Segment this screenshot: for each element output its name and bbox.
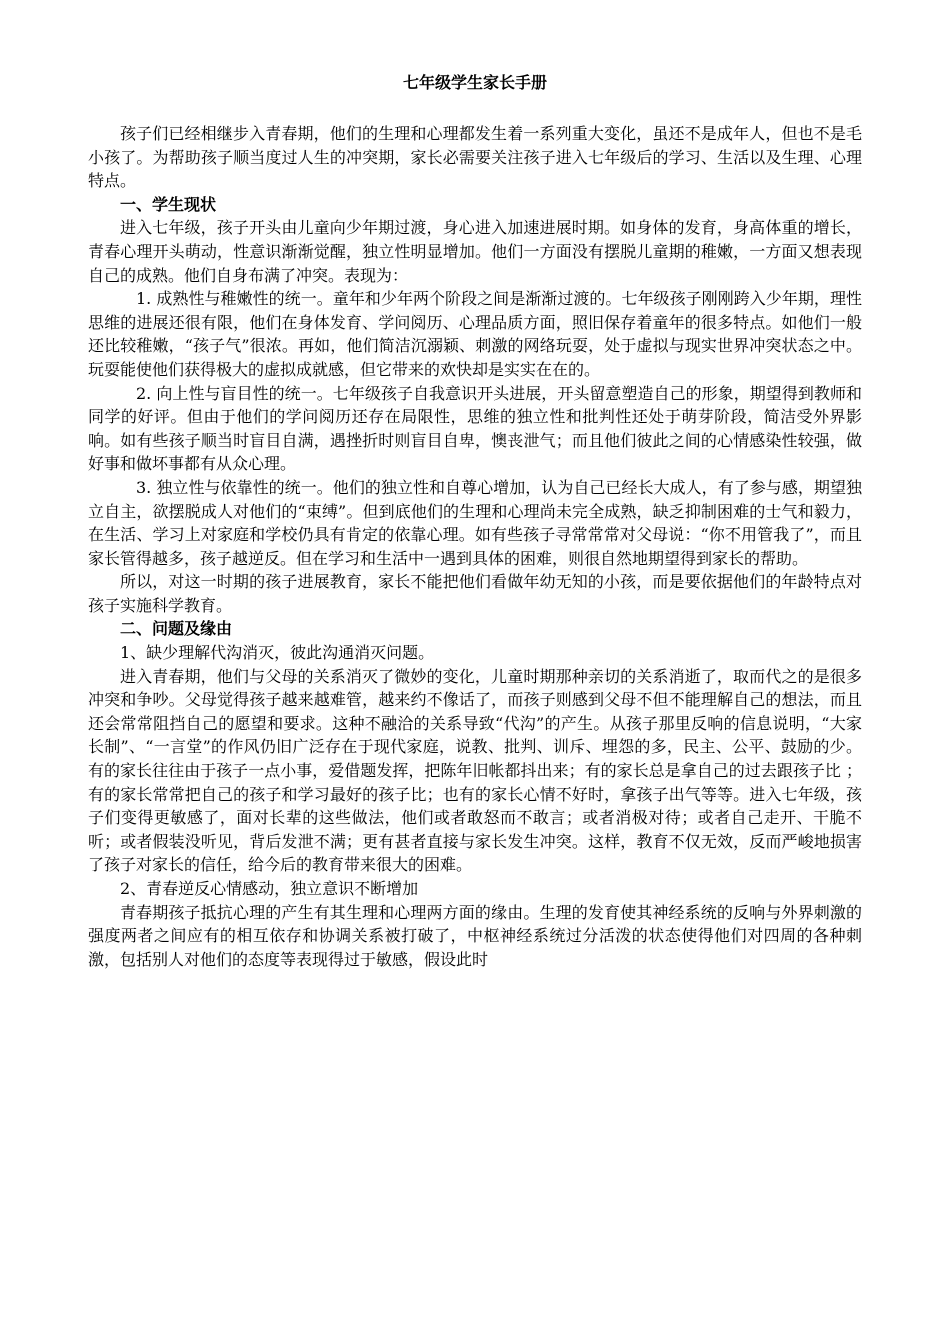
subheading-rebellion: 2、青春逆反心情感动，独立意识不断增加 [120, 879, 419, 898]
section-heading-problems: 二、问题及缘由 [120, 619, 233, 639]
list-item-maturity: 1. 成熟性与稚嫩性的统一。童年和少年两个阶段之间是渐渐过渡的。七年级孩子刚刚跨入少年期，理性思维的进展还很有限，他们在身体发育、学问阅历、心理品质方面，照旧保存着童年的很多特点。如他们一般还比较稚嫩，“孩子气”很浓。再如，他们简洁沉溺颖、刺激的网络玩耍，处于虚拟与现实世界冲突状态之中。玩耍能使他们获得极大的虚拟成就感，但它带来的欢快却是实实在在的。 [88, 289, 862, 379]
list-item-independence: 3. 独立性与依靠性的统一。他们的独立性和自尊心增加，认为自己已经长大成人，有了参与感，期望独立自主，欲摆脱成人对他们的“束缚”。但到底他们的生理和心理尚未完全成熟，缺乏抑制困难的士气和毅力，在生活、学习上对家庭和学校仍具有肯定的依靠心理。如有些孩子寻常常常对父母说：“你不用管我了”，而且家长管得越多，孩子越逆反。但在学习和生活中一遇到具体的困难，则很自然地期望得到家长的帮助。 [88, 477, 862, 568]
generation-gap-paragraph: 进入青春期，他们与父母的关系消灭了微妙的变化，儿童时期那种亲切的关系消逝了，取而代之的是很多冲突和争吵。父母觉得孩子越来越难管，越来约不像话了，而孩子则感到父母不但不能理解自己的想法，而且还会常常阻挡自己的愿望和要求。这种不融洽的关系导致“代沟”的产生。从孩子那里反响的信息说明，“大家长制”、“一言堂”的作风仍旧广泛存在于现代家庭，说教、批判、训斥、埋怨的多，民主、公平、鼓励的少。有的家长往往由于孩子一点小事，爱借题发挥，把陈年旧帐都抖出来；有的家长总是拿自己的过去跟孩子比 ；有的家长常常把自己的孩子和学习最好的孩子比；也有的家长心情不好时，拿孩子出气等等。进入七年级，孩子们变得更敏感了，面对长辈的这些做法，他们或者敢怒而不敢言；或者消极对待；或者自己走开、干脆不听；或者假装没听见，背后发泄不满；更有甚者直接与家长发生冲突。这样，教育不仅无效，反而严峻地损害了孩子对家长的信任，给今后的教育带来很大的困难。 [88, 666, 862, 875]
document-title: 七年级学生家长手册 [402, 73, 547, 92]
subheading-understanding: 1、缺少理解代沟消灭，彼此沟通消灭问题。 [120, 643, 435, 663]
conclusion-paragraph: 所以，对这一时期的孩子进展教育，家长不能把他们看做年幼无知的小孩，而是要依据他们的年龄特点对孩子实施科学教育。 [88, 572, 862, 615]
list-item-upward: 2. 向上性与盲目性的统一。七年级孩子自我意识开头进展，开头留意塑造自己的形象，期望得到教师和同学的好评。但由于他们的学问阅历还存在局限性，思维的独立性和批判性还处于萌芽阶段，简洁受外界影响。如有些孩子顺当时盲目自满，遇挫折时则盲目自卑，懊丧泄气；而且他们彼此之间的心情感染性较强，做好事和做坏事都有从众心理。 [88, 383, 862, 474]
document-page [88, 72, 862, 971]
section-heading-student-status: 一、学生现状 [120, 194, 217, 214]
intro-paragraph: 孩子们已经相继步入青春期，他们的生理和心理都发生着一系列重大变化，虽还不是成年人，但也不是毛小孩了。为帮助孩子顺当度过人生的冲突期，家长必需要关注孩子进入七年级后的学习、生活以及生理、心理特点。 [88, 124, 862, 191]
status-paragraph: 进入七年级，孩子开头由儿童向少年期过渡，身心进入加速进展时期。如身体的发育，身高体重的增长，青春心理开头萌动，性意识渐渐觉醒，独立性明显增加。他们一方面没有摆脱儿童期的稚嫩，一方面又想表现自己的成熟。他们自身布满了冲突。表现为： [88, 218, 862, 285]
rebellion-paragraph: 青春期孩子抵抗心理的产生有其生理和心理两方面的缘由。生理的发育使其神经系统的反响与外界刺激的强度两者之间应有的相互依存和协调关系被打破了，中枢神经系统过分活泼的状态使得他们对四周的各种刺激，包括别人对他们的态度等表现得过于敏感，假设此时 [88, 902, 862, 969]
